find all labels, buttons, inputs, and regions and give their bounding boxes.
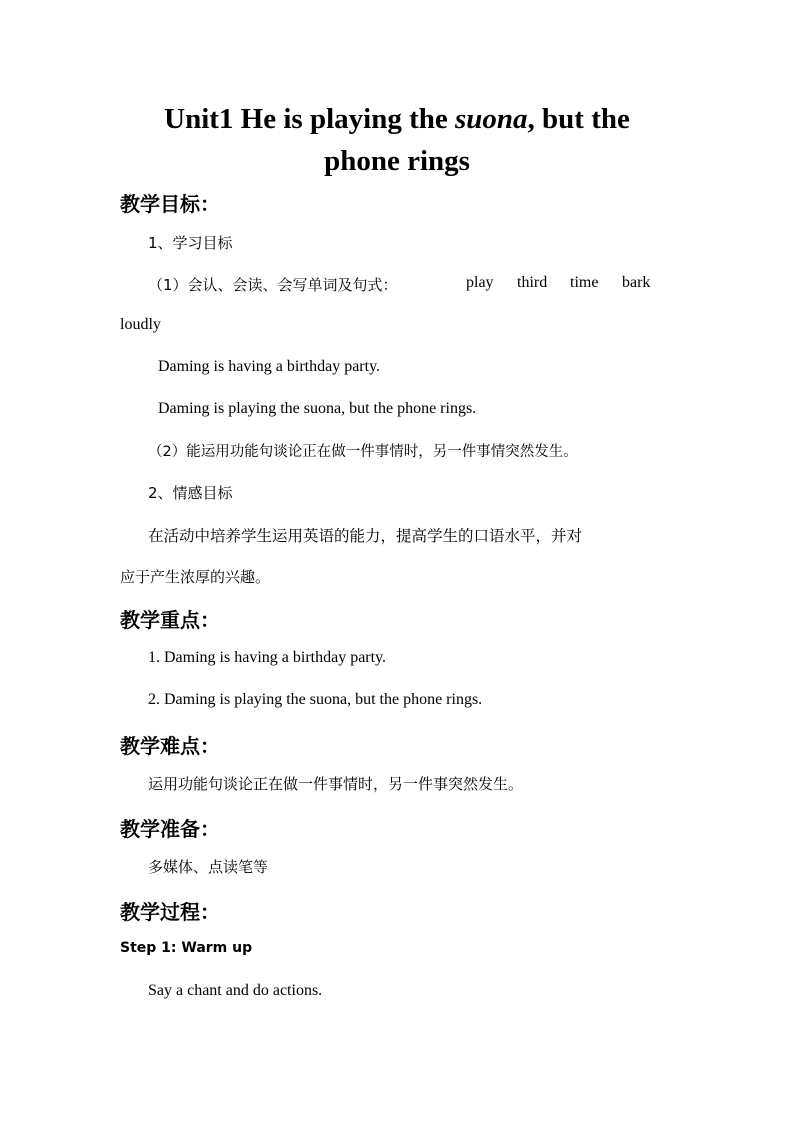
document-title xyxy=(120,98,674,182)
goal-item-2: （2）能运用功能句谈论正在做一件事情时，另一件事情突然发生。 xyxy=(148,444,578,460)
goal-item-1 xyxy=(148,274,398,295)
title-italic-word: suona xyxy=(454,103,528,135)
target-sentence-2: Daming is playing the suona, but the phone rings. xyxy=(158,400,477,417)
goal-item-1-prefix: （1）会认、会读、会写单词及句式： xyxy=(148,276,398,294)
title-line-2: phone rings xyxy=(324,145,470,177)
goals-heading: 教学目标： xyxy=(120,192,220,216)
title-text-part: Unit1 He is playing the xyxy=(164,103,455,135)
learning-goals-heading: 1、学习目标 xyxy=(148,234,233,252)
key-point-item: 1. Daming is having a birthday party. xyxy=(148,649,387,666)
vocab-word: bark xyxy=(622,274,651,291)
vocab-word-wrapped: loudly xyxy=(120,316,161,333)
step-1-title: Step 1: Warm up xyxy=(120,940,253,956)
title-text-part: , but the xyxy=(527,103,630,135)
vocab-word: play xyxy=(466,274,494,291)
emotion-goals-text-line-1: 在活动中培养学生运用英语的能力，提高学生的口语水平，并对 xyxy=(148,527,583,545)
vocab-word: time xyxy=(570,274,599,291)
process-heading: 教学过程： xyxy=(120,900,220,924)
vocab-word: third xyxy=(517,274,548,291)
difficulties-heading: 教学难点： xyxy=(120,734,220,758)
preparation-text: 多媒体、点读笔等 xyxy=(148,858,269,876)
title-line-1 xyxy=(120,98,674,140)
difficulties-text: 运用功能句谈论正在做一件事情时，另一件事突然发生。 xyxy=(148,775,524,793)
emotion-goals-heading: 2、情感目标 xyxy=(148,484,233,502)
preparation-heading: 教学准备： xyxy=(120,817,220,841)
step-1-text: Say a chant and do actions. xyxy=(148,982,323,999)
target-sentence-1: Daming is having a birthday party. xyxy=(158,358,381,375)
key-point-item: 2. Daming is playing the suona, but the phone rings. xyxy=(148,691,483,708)
emotion-goals-text-line-2: 应于产生浓厚的兴趣。 xyxy=(120,568,271,586)
key-points-heading: 教学重点： xyxy=(120,608,220,632)
